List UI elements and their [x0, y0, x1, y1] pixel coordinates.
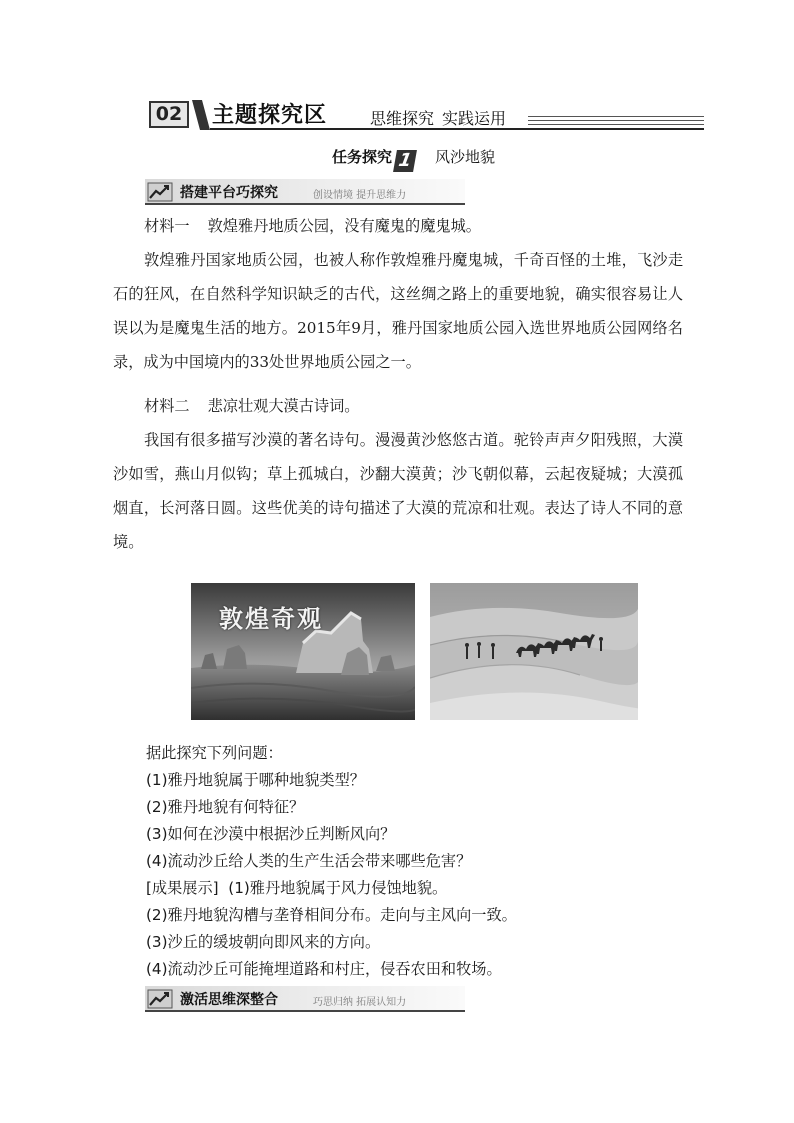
- task-prefix: 任务探究: [332, 148, 393, 166]
- material-1-title: 敦煌雅丹地质公园，没有魔鬼的魔鬼城。: [207, 217, 481, 235]
- questions-intro: 据此探究下列问题：: [146, 744, 283, 762]
- banner-rule: [145, 1010, 465, 1012]
- section-banner-integrate: [145, 986, 465, 1012]
- desert-camel-caravan-photo: [430, 583, 638, 720]
- answer-item: (3)沙丘的缓坡朝向即风来的方向。: [146, 933, 381, 951]
- header-hatch-rule: [528, 116, 704, 125]
- page-title: 主题探究区: [212, 103, 328, 128]
- section-banner-explore: [145, 179, 465, 205]
- material-2-heading: [144, 395, 359, 416]
- material-1-label: 材料一: [144, 217, 190, 235]
- answers-label: [成果展示]: [146, 879, 219, 897]
- banner-title: 激活思维深整合: [180, 992, 278, 1008]
- material-1-heading: [144, 215, 481, 236]
- question-item: (1)雅丹地貌属于哪种地貌类型？: [146, 771, 365, 789]
- task-heading: [332, 146, 495, 172]
- banner-title: 搭建平台巧探究: [180, 185, 278, 201]
- material-1-paragraph: 敦煌雅丹国家地质公园，也被人称作敦煌雅丹魔鬼城，千奇百怪的土堆，飞沙走石的狂风，在自然科学知识缺乏的古代，这丝绸之路上的重要地貌，确实很容易让人误以为是魔鬼生活的地方。2015年9月，雅丹国家地质公园入选世界地质公园网络名录，成为中国境内的33处世界地质公园之一。: [113, 251, 683, 371]
- header-rule: [210, 128, 704, 130]
- question-item: (2)雅丹地貌有何特征？: [146, 798, 305, 816]
- answer-first-line: [146, 877, 447, 898]
- trend-chart-icon: [147, 989, 173, 1009]
- trend-chart-icon: [147, 182, 173, 202]
- question-item: (3)如何在沙漠中根据沙丘判断风向？: [146, 825, 396, 843]
- material-2-title: 悲凉壮观大漠古诗词。: [207, 397, 360, 415]
- answer-item: (4)流动沙丘可能掩埋道路和村庄，侵吞农田和牧场。: [146, 960, 502, 978]
- subtitle-practice: 实践运用: [442, 109, 507, 128]
- task-number-badge: 1: [393, 150, 417, 172]
- banner-subtitle: 巧思归纳 拓展认知力: [313, 997, 407, 1008]
- page-subtitle: [370, 106, 514, 129]
- question-item: (4)流动沙丘给人类的生产生活会带来哪些危害？: [146, 852, 472, 870]
- section-number-badge: 02: [149, 101, 189, 128]
- yardang-landscape-photo: [191, 583, 415, 720]
- banner-subtitle: 创设情境 提升思维力: [313, 190, 407, 201]
- photo-caption: 敦煌奇观: [219, 604, 323, 633]
- camel-caravan-illustration: [430, 583, 638, 720]
- material-2-paragraph: 我国有很多描写沙漠的著名诗句。漫漫黄沙悠悠古道。驼铃声声夕阳残照，大漠沙如雪，燕山月似钩；草上孤城白，沙翻大漠黄；沙飞朝似幕，云起夜疑城；大漠孤烟直，长河落日圆。这些优美的诗句描述了大漠的荒凉和壮观。表达了诗人不同的意境。: [113, 431, 683, 551]
- material-2-label: 材料二: [144, 397, 190, 415]
- task-topic: 风沙地貌: [435, 148, 496, 166]
- answer-item: (1)雅丹地貌属于风力侵蚀地貌。: [228, 879, 448, 897]
- banner-rule: [145, 203, 465, 205]
- slash-decoration-icon: [188, 100, 210, 130]
- subtitle-thinking: 思维探究: [370, 109, 435, 128]
- answer-item: (2)雅丹地貌沟槽与垄脊相间分布。走向与主风向一致。: [146, 906, 517, 924]
